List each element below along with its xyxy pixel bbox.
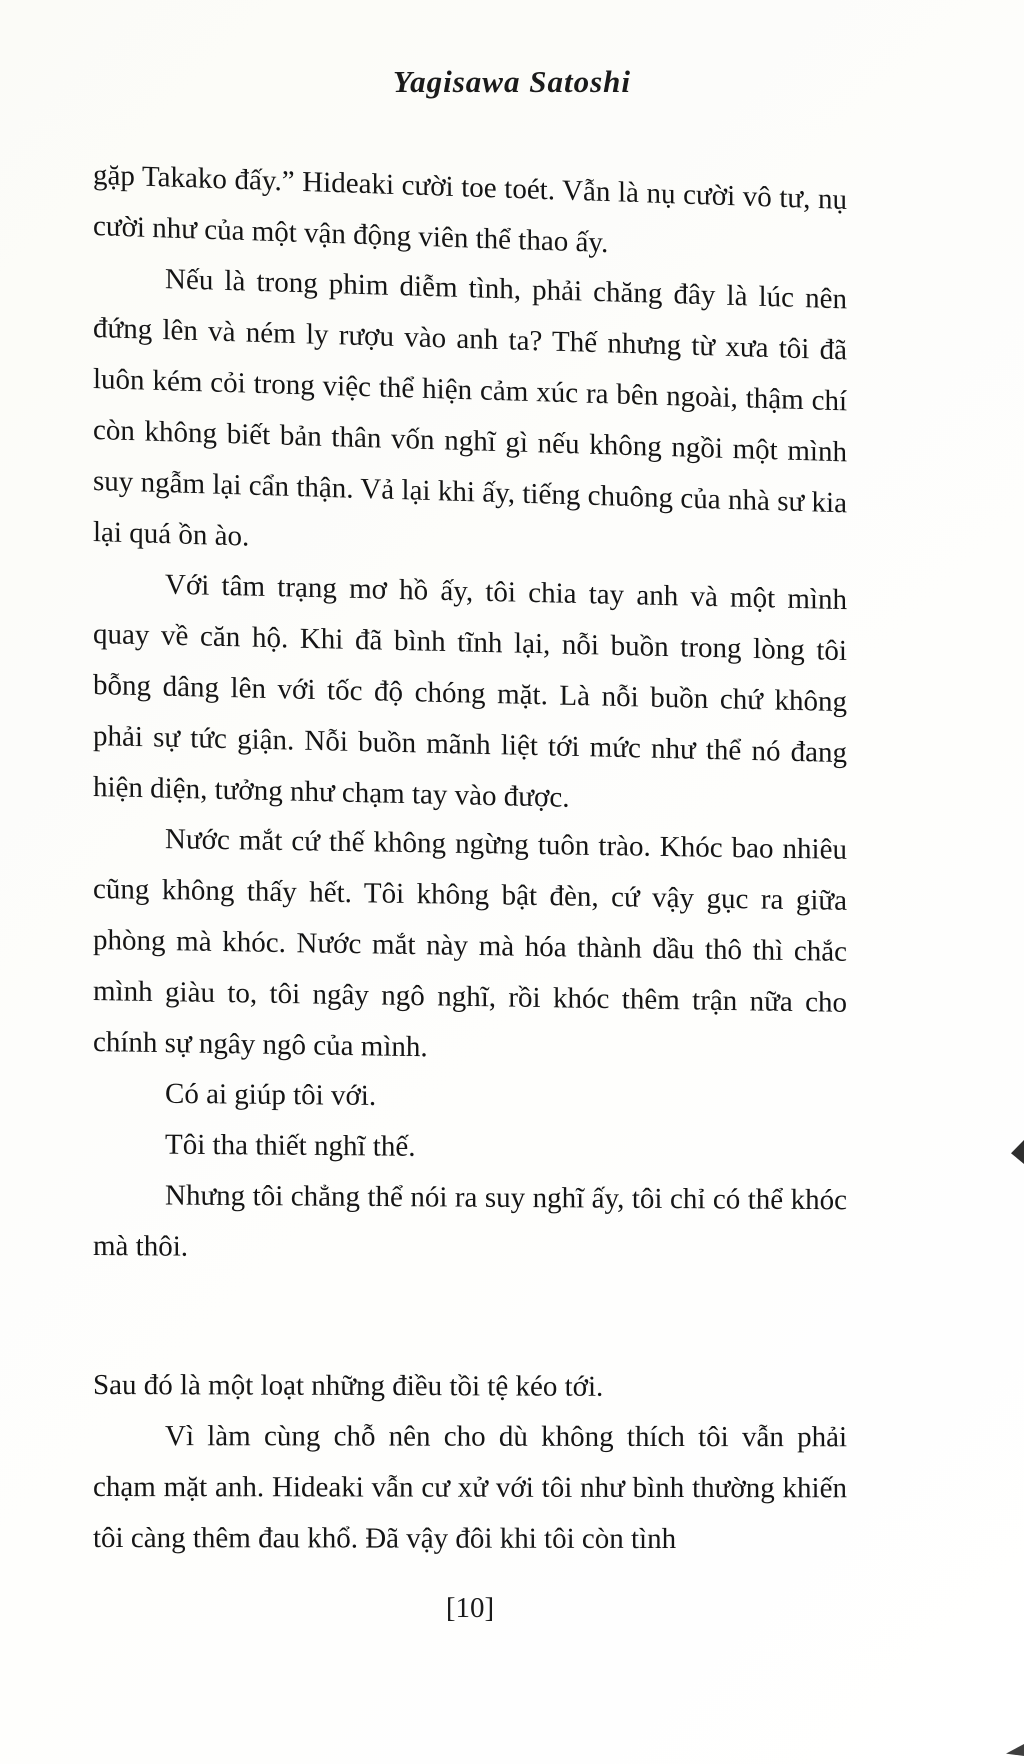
paragraph-section-start: Sau đó là một loạt những điều tồi tệ kéo tới. [93,1369,604,1403]
running-header-author: Yagisawa Satoshi [393,64,631,99]
paragraph: Có ai giúp tôi với. [165,1077,377,1112]
scan-artifact-corner [1006,1744,1024,1756]
paragraph: Nhưng tôi chẳng thể nói ra suy nghĩ ấy, tôi chỉ có thể khóc mà thôi. [93,1179,847,1263]
paragraph: Với tâm trạng mơ hồ ấy, tôi chia tay anh và một mình quay về căn hộ. Khi đã bình tĩnh lại, nỗi buồn trong lòng tôi bỗng dâng lên với tốc độ chóng mặt. Là nỗi buồn chứ không phải sự tức giận. Nỗi buồn mãnh liệt tới mức như thể nó đang hiện diện, tưởng như chạm tay vào được. [93,568,847,814]
paragraph: Nước mắt cứ thế không ngừng tuôn trào. Khóc bao nhiêu cũng không thấy hết. Tôi không bật đèn, cứ vậy gục ra giữa phòng mà khóc. Nước mắt này mà hóa thành dầu thô thì chắc mình giàu to, tôi ngây ngô nghĩ, rồi khóc thêm trận nữa cho chính sự ngây ngô của mình. [93,823,847,1064]
paragraph-continuation: gặp Takako đấy.” Hideaki cười toe toét. Vẫn là nụ cười vô tư, nụ cười như của một vận động viên thể thao ấy. [93,159,847,260]
scan-artifact-right-edge [1011,1140,1024,1164]
paragraph: Nếu là trong phim diễm tình, phải chăng đây là lúc nên đứng lên và ném ly rượu vào anh ta? Thế nhưng từ xưa tôi đã luôn kém cỏi trong việc thể hiện cảm xúc ra bên ngoài, thậm chí còn không biết bản thân vốn nghĩ gì nếu không ngồi một mình suy ngẫm lại cẩn thận. Vả lại khi ấy, tiếng chuông của nhà sư kia lại quá ồn ào. [93,263,847,553]
page-body [93,150,847,1564]
page-number: [10] [445,1592,495,1624]
paragraph: Tôi tha thiết nghĩ thế. [165,1128,416,1163]
paragraph: Vì làm cùng chỗ nên cho dù không thích tôi vẫn phải chạm mặt anh. Hideaki vẫn cư xử với tôi như bình thường khiến tôi càng thêm đau khổ. Đã vậy đôi khi tôi còn tình [93,1420,847,1556]
